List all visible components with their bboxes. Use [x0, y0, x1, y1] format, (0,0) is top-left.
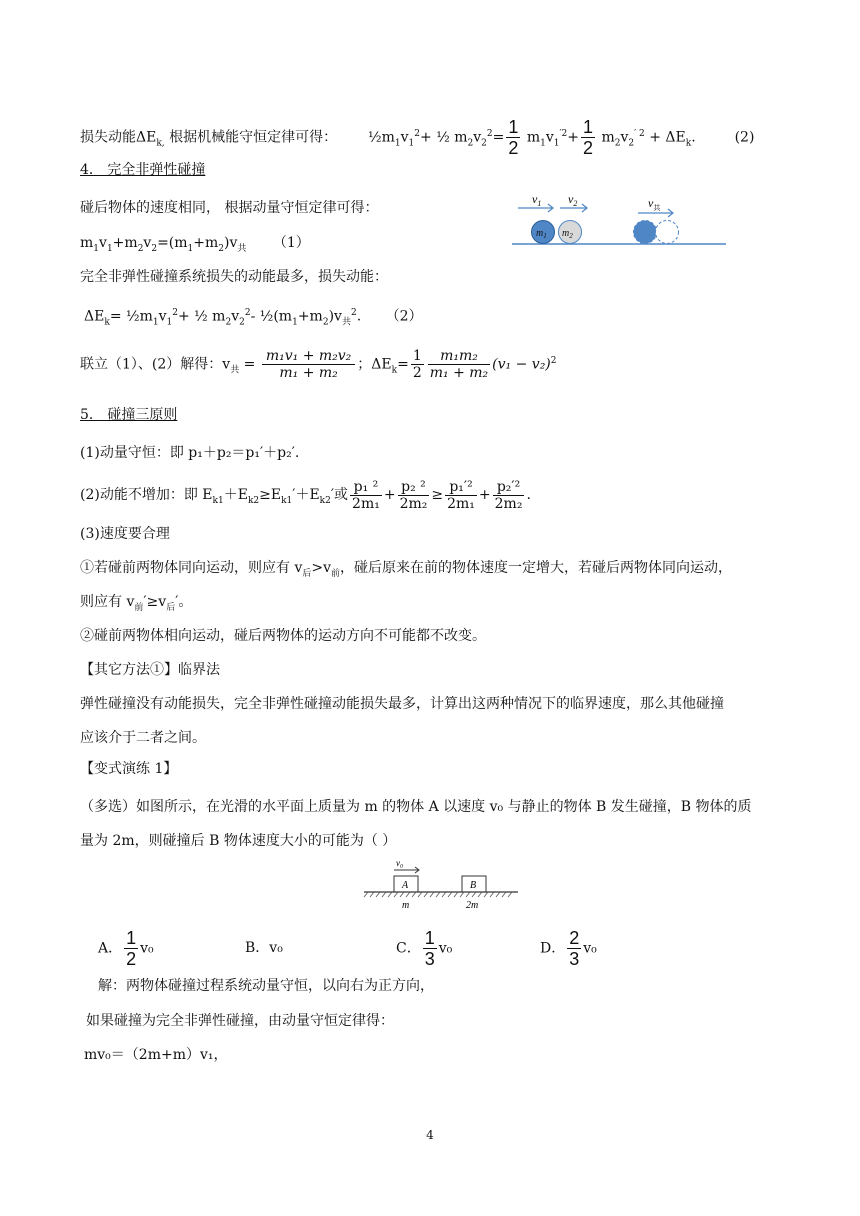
- solution-line-1: 解：两物体碰撞过程系统动量守恒，以向右为正方向，: [98, 978, 434, 994]
- b: 1: [93, 243, 100, 254]
- hatch-mark: [430, 892, 434, 897]
- g: 2: [172, 308, 178, 318]
- tail: v₀: [583, 940, 597, 957]
- d: 3: [424, 949, 435, 969]
- f4d: 2m₂: [494, 495, 523, 512]
- f2n: p₂ ²: [398, 479, 430, 496]
- d: 1: [106, 243, 113, 254]
- mass-b-label: 2m: [466, 900, 479, 911]
- s: 2: [350, 308, 357, 318]
- eq-y: .: [691, 129, 696, 146]
- hatch-mark: [376, 892, 380, 897]
- lead: 联立（1）、(2）解得：v: [80, 356, 231, 373]
- option-fraction: [423, 928, 437, 969]
- f2d: 2m₂: [399, 495, 428, 512]
- method-text: 弹性碰撞没有动能损失，完全非弹性碰撞动能损失最多，计算出这两种情况下的临界速度，那么其他碰撞: [80, 696, 724, 712]
- fraction-half: [411, 348, 424, 381]
- v-common-label: [648, 196, 660, 212]
- n: 1: [508, 117, 519, 137]
- d: k2: [247, 495, 260, 506]
- eq-h: v: [473, 129, 482, 146]
- h: 2: [151, 243, 158, 254]
- b: 前: [134, 602, 144, 613]
- g: v: [143, 235, 152, 251]
- method-text-cont: 应该介于二者之间。: [80, 730, 206, 746]
- b: k1: [212, 495, 224, 506]
- j: 1: [187, 243, 194, 254]
- hatch-mark: [460, 892, 464, 897]
- page-number: 4: [426, 1128, 434, 1142]
- energy-loss-equation: [84, 303, 423, 332]
- a: ①若碰前两物体同向运动，则应有 v: [80, 560, 303, 576]
- e: ′。: [175, 594, 193, 610]
- text2: 根据机械能守恒定律可得：: [164, 129, 338, 146]
- tail: v₀: [140, 940, 154, 957]
- question-text-cont: 量为 2m，则碰撞后 B 物体速度大小的可能为（ ）: [80, 833, 397, 849]
- block-a-label: A: [402, 880, 409, 891]
- g: ′＋E: [292, 487, 320, 503]
- text: 损失动能ΔE: [80, 129, 157, 146]
- hatch-mark: [466, 892, 470, 897]
- num: (2): [734, 129, 755, 146]
- tail: (v₁ − v₂): [492, 356, 551, 373]
- paragraph: 碰后物体的速度相同， 根据动量守恒定律可得：: [80, 200, 379, 216]
- collision-figure: [512, 192, 730, 252]
- l: 2: [244, 308, 251, 318]
- eq-v: ′ 2: [634, 128, 645, 139]
- hatch-mark: [508, 892, 512, 897]
- d: m₁ + m₂: [279, 365, 338, 382]
- kinetic-fraction: [350, 479, 382, 512]
- energy-loss-line: [80, 117, 754, 158]
- tail: v₀: [438, 940, 453, 957]
- label: C．: [396, 940, 421, 957]
- hatch-mark: [382, 892, 386, 897]
- m1: m: [536, 228, 544, 239]
- m: )v: [224, 235, 238, 251]
- v2-label: [568, 192, 577, 208]
- num: （1）: [272, 235, 310, 251]
- option-c[interactable]: [396, 928, 452, 969]
- eq2: =: [397, 356, 409, 373]
- eq-w: + ΔE: [644, 129, 686, 146]
- sep: ；ΔE: [357, 356, 392, 373]
- rule-1: (1)动量守恒：即 p₁＋p₂＝p₁′＋p₂′.: [80, 445, 300, 461]
- plus1: +: [383, 487, 396, 503]
- eq-n: v: [545, 129, 554, 146]
- o: +m: [297, 308, 323, 325]
- c: = ½m: [109, 308, 153, 325]
- eq-d: 1: [408, 138, 415, 149]
- f4n: p₂′²: [493, 479, 525, 496]
- f1d: 2m₁: [352, 495, 380, 512]
- v2s: 2: [573, 199, 578, 208]
- label: A．: [98, 940, 123, 957]
- paragraph: 完全非弹性碰撞系统损失的动能最多，损失动能：: [80, 269, 388, 285]
- fraction-half: [506, 117, 520, 158]
- blocks-figure: [362, 856, 522, 912]
- hatch-mark: [448, 892, 452, 897]
- hatch-mark: [406, 892, 410, 897]
- vg: v: [648, 196, 654, 210]
- eq-x: k: [685, 138, 692, 149]
- eq-c: v: [400, 129, 409, 146]
- plus2: +: [478, 487, 491, 503]
- eq: =: [239, 356, 256, 373]
- hatch-mark: [502, 892, 506, 897]
- method-heading: 【其它方法①】临界法: [80, 662, 220, 678]
- momentum-equation: [80, 233, 310, 259]
- exercise-heading: 【变式演练 1】: [80, 761, 178, 777]
- ball-combined-2: [656, 221, 679, 244]
- solution-line-3: mv₀＝（2m+m）v₁，: [84, 1047, 228, 1063]
- b: k: [104, 317, 110, 328]
- mass-fraction: [428, 348, 490, 381]
- rule-3b: ②碰前两物体相向运动，碰后两物体的运动方向不可能都不改变。: [80, 628, 486, 644]
- i: 2: [225, 317, 232, 328]
- n: 1: [126, 928, 137, 948]
- rule-3: (3)速度要合理: [80, 526, 170, 542]
- v1: v: [532, 192, 538, 206]
- hatch-mark: [424, 892, 428, 897]
- c: v: [99, 235, 107, 251]
- eq-e: 2: [414, 128, 421, 139]
- hatch-mark: [478, 892, 482, 897]
- block-b-label: B: [470, 880, 477, 891]
- hd: 2: [412, 365, 422, 382]
- hatch-mark: [496, 892, 500, 897]
- ball-combined-1: [634, 221, 657, 244]
- c: >v: [311, 560, 332, 576]
- hatch-mark: [412, 892, 416, 897]
- e: ≥E: [259, 487, 282, 503]
- eq-s: 2: [614, 138, 621, 149]
- n: m₁v₁ + m₂v₂: [262, 348, 355, 365]
- v1-label: [532, 192, 541, 208]
- md: m₁ + m₂: [429, 365, 489, 382]
- ge: ≥: [431, 487, 444, 503]
- hn: 1: [412, 348, 422, 365]
- kinetic-fraction: [398, 479, 430, 512]
- r: 共: [341, 317, 351, 328]
- f3n: p₁′²: [445, 479, 477, 496]
- hatch-mark: [400, 892, 404, 897]
- sub: k,: [156, 138, 165, 149]
- f: 1: [166, 317, 173, 328]
- k: 2: [239, 317, 245, 328]
- rule-2: [80, 476, 531, 520]
- label: D．: [540, 940, 566, 957]
- kinetic-fraction: [445, 479, 477, 512]
- vgs: 共: [653, 204, 661, 212]
- d: 2: [583, 138, 594, 158]
- ground-hatching: [364, 892, 512, 897]
- d: 前: [331, 568, 341, 579]
- question-text: （多选）如图所示，在光滑的水平面上质量为 m 的物体 A 以速度 v₀ 与静止的物体 B 发生碰撞，B 物体的质: [80, 799, 752, 815]
- eq-t: v: [620, 129, 629, 146]
- p: 2: [322, 317, 329, 328]
- rule-3a-cont: [80, 592, 192, 618]
- velocity-fraction: [262, 348, 355, 381]
- f3d: 2m₁: [447, 495, 475, 512]
- solution-line-2: 如果碰撞为完全非弹性碰撞，由动量守恒定律得：: [86, 1013, 394, 1029]
- hatch-mark: [394, 892, 398, 897]
- mn: m₁m₂: [428, 348, 490, 365]
- e: +m: [112, 235, 138, 251]
- j: v: [231, 308, 240, 325]
- eq-l: m: [522, 129, 541, 146]
- option-fraction: [124, 928, 138, 969]
- m2: m: [562, 228, 570, 239]
- dot: .: [526, 487, 531, 503]
- eq-g: 2: [467, 138, 474, 149]
- option-d[interactable]: [540, 928, 597, 969]
- eq-i: 2: [481, 138, 487, 149]
- n: 1: [583, 117, 594, 137]
- t: .: [356, 308, 362, 325]
- hatch-mark: [454, 892, 458, 897]
- eq-o: 1: [553, 138, 560, 149]
- a: ΔE: [84, 308, 105, 325]
- h: + ½ m: [177, 308, 226, 325]
- hatch-mark: [442, 892, 446, 897]
- solution-equation: [80, 342, 557, 389]
- i: =(m: [157, 235, 188, 251]
- v2: v: [568, 192, 574, 206]
- m: - ½(m: [250, 308, 293, 325]
- f: 2: [137, 243, 144, 254]
- eq-b: 1: [394, 138, 401, 149]
- eq-f: + ½ m: [420, 129, 468, 146]
- hatch-mark: [418, 892, 422, 897]
- eq-m: 1: [540, 138, 546, 149]
- sub2: k: [391, 365, 398, 376]
- m2s: 2: [569, 232, 573, 240]
- option-b[interactable]: [245, 928, 283, 968]
- option-a[interactable]: [98, 928, 154, 969]
- hatch-mark: [484, 892, 488, 897]
- hatch-mark: [364, 892, 368, 897]
- e: ，碰后原来在前的物体速度一定增大，若碰后两物体同向运动，: [340, 560, 733, 576]
- v1s: 1: [537, 199, 542, 208]
- b: 后: [302, 568, 312, 579]
- n: 2: [569, 928, 580, 948]
- e: v: [158, 308, 167, 325]
- section-heading-4: 4． 完全非弹性碰撞: [80, 162, 206, 178]
- q: )v: [328, 308, 342, 325]
- kinetic-fraction: [493, 479, 525, 512]
- k: +m: [193, 235, 219, 251]
- mass-a-label: m: [402, 900, 410, 911]
- num: （2）: [385, 308, 423, 325]
- hatch-mark: [370, 892, 374, 897]
- eq-j: 2: [486, 128, 493, 139]
- hatch-mark: [388, 892, 392, 897]
- hatch-mark: [472, 892, 476, 897]
- d: 后: [166, 602, 176, 613]
- sq: 2: [550, 356, 557, 366]
- option-fraction: [567, 928, 581, 969]
- l: 2: [218, 243, 225, 254]
- f1n: p₁ ²: [350, 479, 382, 496]
- d: 1: [152, 317, 159, 328]
- d: 3: [569, 949, 580, 969]
- v0-label: v₀: [396, 858, 404, 868]
- eq-u: 2: [628, 138, 635, 149]
- eq-a: ½m: [368, 129, 395, 146]
- hatch-mark: [436, 892, 440, 897]
- a: m: [80, 235, 94, 251]
- hatch-mark: [490, 892, 494, 897]
- section-heading-5: 5． 碰撞三原则: [80, 407, 178, 423]
- n: 共: [237, 243, 247, 254]
- d: 2: [508, 138, 519, 158]
- eq-k: =: [492, 129, 505, 146]
- n: 1: [292, 317, 298, 328]
- eq-p: ′2: [559, 128, 568, 139]
- label: B．v₀: [245, 940, 283, 956]
- fraction-half: [581, 117, 595, 158]
- a: (2)动能不增加：即 E: [80, 487, 213, 503]
- i: ′或: [330, 487, 349, 503]
- m1s: 1: [543, 232, 547, 240]
- c: ＋E: [223, 487, 248, 503]
- n: 1: [424, 928, 435, 948]
- a: 则应有 v: [80, 594, 135, 610]
- c: ′≥v: [143, 594, 167, 610]
- h: k2: [319, 495, 331, 506]
- eq-r: m: [597, 129, 615, 146]
- sub: 共: [230, 365, 240, 376]
- d: 2: [126, 949, 137, 969]
- rule-3a: [80, 558, 732, 584]
- eq-q: +: [567, 129, 580, 146]
- f: k1: [281, 495, 293, 506]
